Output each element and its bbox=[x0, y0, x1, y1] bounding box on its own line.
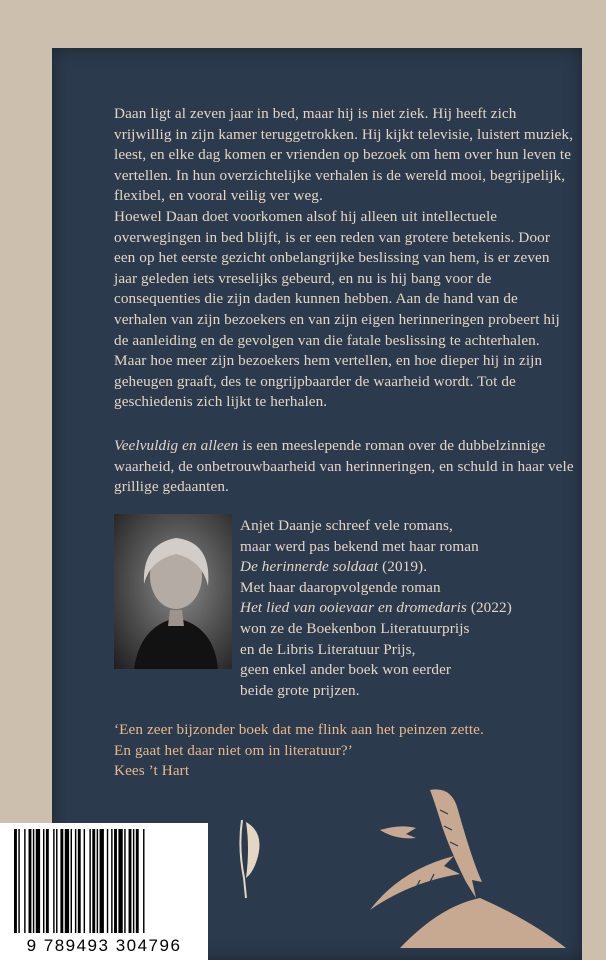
author-photo bbox=[114, 514, 232, 669]
isbn-number: 9 789493 304796 bbox=[26, 936, 182, 955]
book-title-soldaat: De herinnerde soldaat bbox=[240, 558, 379, 576]
author-bio-line-2: maar werd pas bekend met haar roman bbox=[240, 537, 479, 555]
fish-illustration-icon bbox=[360, 770, 600, 950]
barcode-bar bbox=[36, 829, 40, 933]
book-title-italic: Veelvuldig en alleen bbox=[114, 437, 239, 454]
barcode-bar bbox=[107, 829, 108, 933]
book-title-ooievaar: Het lied van ooievaar en dromedaris bbox=[240, 599, 467, 617]
barcode-bar bbox=[97, 829, 98, 933]
author-bio bbox=[240, 516, 580, 701]
barcode-bar bbox=[60, 829, 63, 933]
blurb-paragraph-3-text: is een meeslepende roman over de dubbelzinnige waarheid, de onbetrouwbaarheid van herinneringen, en schuld in haar vele grillige gedaanten. bbox=[114, 437, 574, 496]
barcode-bar bbox=[56, 829, 57, 933]
barcode-bar bbox=[124, 829, 125, 933]
barcode-bar bbox=[18, 829, 19, 933]
barcode-bar bbox=[14, 829, 17, 933]
book-year-2022: (2022) bbox=[466, 599, 512, 617]
barcode-bar bbox=[75, 829, 76, 933]
barcode-bar bbox=[78, 829, 81, 933]
author-bio-line-3 bbox=[240, 557, 580, 578]
blurb-summary bbox=[114, 436, 574, 498]
barcode-bar bbox=[65, 829, 69, 933]
blurb-paragraph-3 bbox=[114, 436, 574, 498]
author-portrait-illustration bbox=[114, 514, 232, 669]
author-bio-line-6: won ze de Boekenbon Literatuurprijs bbox=[240, 619, 470, 637]
barcode-bar bbox=[129, 829, 132, 933]
blurb-paragraph-1: Daan ligt al zeven jaar in bed, maar hij is niet ziek. Hij heeft zich vrijwillig in zijn kamer teruggetrokken. Hij kijkt televisie, luistert muziek, leest, en elke dag komen er vrienden op bezoek om hem over hun leven te vertellen. In hun overzichtelijke verhalen is de wereld mooi, begrijpelijk, flexibel, en vooral veilig ver weg. bbox=[114, 105, 574, 205]
barcode-bar bbox=[46, 829, 49, 933]
barcode bbox=[0, 823, 208, 960]
book-year-2019: (2019). bbox=[378, 558, 428, 576]
blurb-paragraph-2: Hoewel Daan doet voorkomen alsof hij alleen uit intellectuele overwegingen in bed blijft, is er een reden van grotere betekenis. Door een op het eerste gezicht onbelangrijke beslissing van hem, is er zeven jaar geleden iets vreselijks gebeurd, en nu is hij bang voor de consequenties die zijn daden kunnen hebben. Aan de hand van de verhalen van zijn bezoekers en van zijn eigen herinneringen probeert hij de aanleiding en de gevolgen van die fatale beslissing te achterhalen. Maar hoe meer zijn bezoekers hem vertellen, en hoe dieper hij in zijn geheugen graaft, des te ongrijpbaarder de waarheid wordt. Tot de geschiedenis zich lijkt te herhalen. bbox=[114, 207, 560, 411]
barcode-bar bbox=[33, 829, 34, 933]
barcode-bar bbox=[53, 829, 54, 933]
barcode-bar bbox=[92, 829, 95, 933]
publisher-feather-logo-icon bbox=[236, 818, 266, 900]
barcode-bar bbox=[114, 829, 117, 933]
barcode-bar bbox=[100, 829, 104, 933]
barcode-bar bbox=[133, 829, 134, 933]
barcode-bar bbox=[111, 829, 112, 933]
author-bio-line-4: Met haar daaropvolgende roman bbox=[240, 578, 441, 596]
barcode-bar bbox=[89, 829, 90, 933]
author-bio-line-1: Anjet Daanje schreef vele romans, bbox=[240, 517, 453, 534]
quote-line-1: ‘Een zeer bijzonder boek dat me flink aan het peinzen zette. bbox=[114, 721, 484, 738]
author-bio-line-8: geen enkel ander boek won eerder bbox=[240, 661, 452, 679]
quote-line-2: En gaat het daar niet om in literatuur?’ bbox=[114, 741, 353, 759]
author-bio-line-5 bbox=[240, 598, 580, 619]
barcode-bar bbox=[71, 829, 72, 933]
barcode-bar bbox=[29, 829, 32, 933]
barcode-bars bbox=[10, 829, 200, 939]
blurb-text bbox=[114, 104, 574, 413]
barcode-bar bbox=[118, 829, 122, 933]
barcode-bar bbox=[43, 829, 44, 933]
quote-attribution: Kees ’t Hart bbox=[114, 762, 190, 780]
author-bio-line-9: beide grote prijzen. bbox=[240, 681, 360, 699]
barcode-bar bbox=[136, 829, 139, 933]
author-bio-line-7: en de Libris Literatuur Prijs, bbox=[240, 640, 416, 658]
barcode-bar bbox=[143, 829, 144, 933]
barcode-bar bbox=[24, 829, 25, 933]
barcode-bar bbox=[84, 829, 85, 933]
